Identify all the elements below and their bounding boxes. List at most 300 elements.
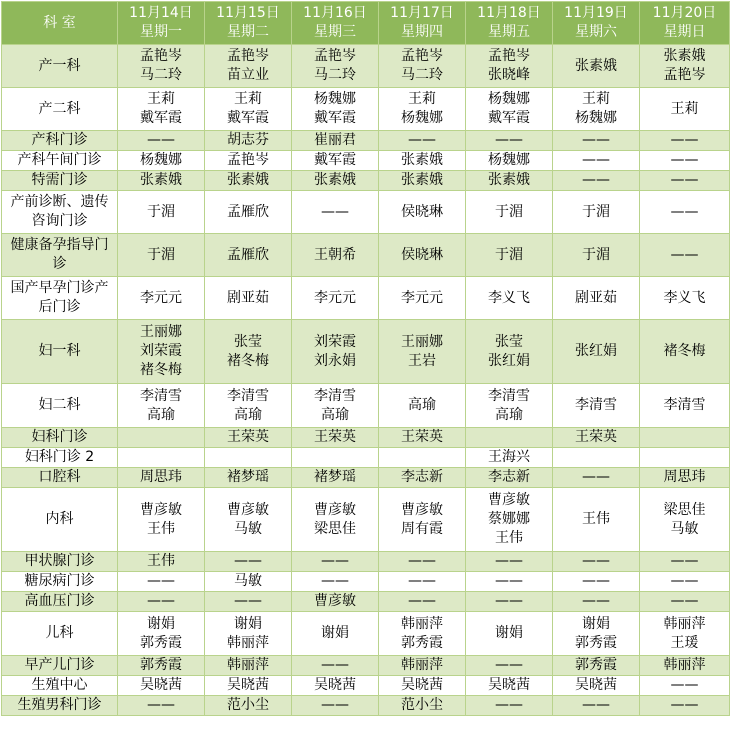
- duty-cell: [118, 45, 205, 88]
- staff-name: 高瑜: [321, 406, 349, 423]
- duty-cell: [553, 88, 640, 131]
- duty-cell: [292, 320, 379, 384]
- duty-cell: [466, 131, 553, 151]
- day-header: 11月17日 星期四: [379, 2, 466, 45]
- duty-cell: [292, 696, 379, 716]
- duty-cell: [466, 552, 553, 572]
- dept-name-cell: 妇科门诊 2: [2, 448, 118, 468]
- duty-cell: [466, 592, 553, 612]
- duty-cell: [205, 696, 292, 716]
- staff-name: 王丽娜: [401, 333, 443, 350]
- staff-name: ——: [147, 573, 175, 589]
- table-row: [2, 45, 730, 88]
- duty-cell: [205, 552, 292, 572]
- staff-name: 李志新: [401, 469, 443, 485]
- staff-name: 张素娥: [140, 172, 182, 188]
- duty-cell: [118, 656, 205, 676]
- duty-cell: [640, 131, 730, 151]
- staff-name: 李元元: [140, 289, 182, 306]
- table-row: [2, 612, 730, 656]
- duty-cell: [466, 45, 553, 88]
- duty-cell: [553, 656, 640, 676]
- staff-name: ——: [321, 553, 349, 569]
- duty-cell: [553, 488, 640, 552]
- staff-name: 韩丽萍: [663, 615, 706, 632]
- duty-cell: [640, 656, 730, 676]
- staff-name: 孟艳岑: [314, 48, 356, 64]
- staff-name: ——: [321, 203, 349, 220]
- dept-name-cell: 儿科: [2, 612, 118, 656]
- dept-name-cell: 妇科门诊: [2, 428, 118, 448]
- staff-name: ——: [670, 132, 699, 148]
- staff-name: ——: [495, 697, 523, 713]
- duty-cell: [205, 572, 292, 592]
- staff-name: 谢娟: [495, 625, 523, 641]
- table-row: [2, 448, 730, 468]
- staff-name: ——: [670, 573, 699, 589]
- staff-name: ——: [582, 593, 610, 609]
- duty-schedule-table: [1, 1, 730, 716]
- dept-name-cell: 生殖男科门诊: [2, 696, 118, 716]
- staff-name: 孟艳岑: [401, 48, 443, 64]
- duty-cell: [118, 488, 205, 552]
- staff-name: 褚冬梅: [227, 352, 269, 369]
- duty-cell: [118, 696, 205, 716]
- staff-name: 曹彦敏: [314, 593, 356, 609]
- duty-cell: [466, 676, 553, 696]
- staff-name: 高瑜: [147, 406, 175, 423]
- duty-cell: [553, 572, 640, 592]
- staff-name: 韩丽萍: [227, 657, 269, 673]
- duty-cell: [118, 468, 205, 488]
- staff-name: 王海兴: [488, 449, 530, 465]
- staff-name: 张莹: [495, 333, 523, 350]
- day-header: 11月16日 星期三: [292, 2, 379, 45]
- duty-cell: [292, 88, 379, 131]
- staff-name: 李清雪: [488, 387, 530, 404]
- staff-name: 王莉: [408, 91, 436, 107]
- staff-name: 张素娥: [227, 172, 269, 188]
- duty-cell: [205, 612, 292, 656]
- duty-cell: [640, 191, 730, 234]
- staff-name: 高瑜: [408, 397, 436, 413]
- staff-name: 于湄: [582, 203, 610, 220]
- duty-cell: [379, 428, 466, 448]
- day-header: 11月19日 星期六: [553, 2, 640, 45]
- duty-cell: [466, 151, 553, 171]
- staff-name: 韩丽萍: [227, 634, 269, 651]
- staff-name: 曹彦敏: [401, 501, 443, 518]
- staff-name: ——: [234, 593, 262, 609]
- staff-name: 于湄: [147, 246, 175, 263]
- staff-name: ——: [495, 593, 523, 609]
- header-row: [2, 2, 730, 45]
- duty-cell: [379, 552, 466, 572]
- duty-cell: [292, 488, 379, 552]
- duty-cell: [553, 612, 640, 656]
- duty-cell: [118, 448, 205, 468]
- duty-cell: [379, 277, 466, 320]
- staff-name: 胡志芬: [227, 132, 269, 148]
- staff-name: 郭秀霞: [401, 634, 443, 651]
- duty-cell: [466, 171, 553, 191]
- staff-name: 王岩: [408, 352, 436, 369]
- staff-name: ——: [321, 697, 349, 713]
- staff-name: 曹彦敏: [140, 501, 182, 518]
- duty-cell: [205, 234, 292, 277]
- staff-name: 于湄: [582, 246, 610, 263]
- duty-cell: [292, 676, 379, 696]
- duty-cell: [466, 384, 553, 428]
- dept-name-cell: 高血压门诊: [2, 592, 118, 612]
- staff-name: ——: [670, 246, 699, 263]
- staff-name: ——: [495, 657, 523, 673]
- duty-cell: [553, 45, 640, 88]
- duty-cell: [553, 448, 640, 468]
- duty-cell: [205, 468, 292, 488]
- staff-name: 李清雪: [227, 387, 269, 404]
- table-row: [2, 277, 730, 320]
- staff-name: ——: [234, 553, 262, 569]
- staff-name: 蔡娜娜: [488, 511, 530, 527]
- staff-name: ——: [408, 553, 436, 569]
- duty-cell: [292, 428, 379, 448]
- staff-name: ——: [582, 132, 610, 148]
- staff-name: 周有霞: [401, 520, 443, 537]
- dept-name-cell: 口腔科: [2, 468, 118, 488]
- staff-name: 剧亚茹: [575, 289, 617, 306]
- table-row: [2, 676, 730, 696]
- duty-cell: [379, 384, 466, 428]
- duty-cell: [379, 88, 466, 131]
- duty-cell: [118, 131, 205, 151]
- duty-cell: [640, 676, 730, 696]
- duty-cell: [118, 592, 205, 612]
- duty-cell: [553, 384, 640, 428]
- duty-cell: [205, 191, 292, 234]
- staff-name: 于湄: [495, 246, 523, 263]
- staff-name: ——: [582, 697, 610, 713]
- duty-cell: [118, 320, 205, 384]
- duty-cell: [118, 171, 205, 191]
- dept-name-cell: 糖尿病门诊: [2, 572, 118, 592]
- duty-cell: [379, 468, 466, 488]
- staff-name: 谢娟: [582, 615, 610, 632]
- staff-name: 韩丽萍: [401, 657, 443, 673]
- staff-name: 戴军霞: [140, 110, 182, 126]
- duty-cell: [379, 45, 466, 88]
- staff-name: 李义飞: [663, 289, 706, 306]
- duty-cell: [118, 277, 205, 320]
- duty-cell: [466, 428, 553, 448]
- staff-name: 梁思佳: [663, 501, 706, 518]
- staff-name: ——: [582, 152, 610, 168]
- dept-name-cell: 妇二科: [2, 384, 118, 428]
- staff-name: ——: [670, 553, 699, 569]
- duty-cell: [118, 384, 205, 428]
- duty-cell: [640, 45, 730, 88]
- staff-name: 王荣英: [401, 429, 443, 445]
- staff-name: 韩丽萍: [663, 657, 706, 673]
- staff-name: 马二玲: [401, 67, 443, 83]
- duty-cell: [292, 277, 379, 320]
- duty-cell: [640, 488, 730, 552]
- duty-cell: [640, 234, 730, 277]
- staff-name: 李清雪: [314, 387, 356, 404]
- duty-cell: [466, 191, 553, 234]
- duty-cell: [205, 45, 292, 88]
- duty-cell: [640, 592, 730, 612]
- duty-cell: [205, 656, 292, 676]
- staff-name: 张素娥: [401, 172, 443, 188]
- duty-cell: [466, 612, 553, 656]
- staff-name: ——: [670, 152, 699, 168]
- staff-name: 王莉: [670, 100, 699, 117]
- duty-cell: [379, 676, 466, 696]
- duty-cell: [292, 384, 379, 428]
- staff-name: 杨魏娜: [140, 152, 182, 168]
- duty-cell: [640, 384, 730, 428]
- table-row: [2, 468, 730, 488]
- staff-name: 李清雪: [575, 397, 617, 413]
- staff-name: 张素娥: [401, 152, 443, 168]
- staff-name: ——: [670, 593, 699, 609]
- duty-cell: [640, 552, 730, 572]
- staff-name: 杨魏娜: [575, 110, 617, 126]
- staff-name: 范小尘: [227, 697, 269, 713]
- staff-name: 谢娟: [234, 615, 262, 632]
- staff-name: 孟艳岑: [227, 152, 269, 168]
- duty-cell: [379, 592, 466, 612]
- duty-cell: [466, 234, 553, 277]
- duty-cell: [292, 656, 379, 676]
- staff-name: ——: [495, 573, 523, 589]
- dept-name-cell: 甲状腺门诊: [2, 552, 118, 572]
- duty-cell: [292, 191, 379, 234]
- duty-cell: [292, 552, 379, 572]
- duty-cell: [205, 428, 292, 448]
- staff-name: 吴晓茜: [227, 677, 269, 693]
- table-row: [2, 234, 730, 277]
- staff-name: 周思玮: [663, 469, 706, 485]
- staff-name: 杨魏娜: [488, 152, 530, 168]
- duty-cell: [640, 468, 730, 488]
- table-row: [2, 552, 730, 572]
- table-row: [2, 88, 730, 131]
- staff-name: 高瑜: [495, 406, 523, 423]
- staff-name: 孟艳岑: [227, 48, 269, 64]
- duty-cell: [292, 572, 379, 592]
- duty-cell: [553, 234, 640, 277]
- staff-name: 曹彦敏: [227, 501, 269, 518]
- staff-name: 戴军霞: [314, 152, 356, 168]
- duty-cell: [292, 612, 379, 656]
- staff-name: ——: [321, 573, 349, 589]
- duty-cell: [205, 448, 292, 468]
- staff-name: 郭秀霞: [140, 657, 182, 673]
- staff-name: 周思玮: [140, 469, 182, 485]
- duty-cell: [640, 277, 730, 320]
- duty-cell: [466, 277, 553, 320]
- staff-name: 孟雁欣: [227, 203, 269, 220]
- dept-name-cell: 产一科: [2, 45, 118, 88]
- staff-name: 吴晓茜: [575, 677, 617, 693]
- duty-cell: [379, 171, 466, 191]
- staff-name: 戴军霞: [227, 110, 269, 126]
- staff-name: 褚冬梅: [140, 362, 182, 378]
- day-header: 11月20日 星期日: [640, 2, 730, 45]
- staff-name: 王伟: [495, 530, 523, 546]
- staff-name: ——: [408, 593, 436, 609]
- duty-cell: [553, 696, 640, 716]
- duty-cell: [466, 468, 553, 488]
- duty-cell: [292, 448, 379, 468]
- dept-name-cell: 产前诊断、遗传咨询门诊: [2, 191, 118, 234]
- staff-name: ——: [670, 172, 699, 188]
- duty-cell: [118, 234, 205, 277]
- staff-name: ——: [495, 553, 523, 569]
- staff-name: ——: [495, 132, 523, 148]
- duty-cell: [466, 656, 553, 676]
- dept-name-cell: 国产早孕门诊产后门诊: [2, 277, 118, 320]
- duty-cell: [292, 45, 379, 88]
- staff-name: 马敏: [234, 520, 262, 537]
- staff-name: ——: [321, 657, 349, 673]
- duty-cell: [205, 131, 292, 151]
- table-row: [2, 656, 730, 676]
- staff-name: 褚梦瑶: [227, 469, 269, 485]
- duty-cell: [553, 468, 640, 488]
- staff-name: 王瑗: [670, 634, 699, 651]
- day-header: 11月18日 星期五: [466, 2, 553, 45]
- duty-cell: [640, 448, 730, 468]
- dept-column-header: 科 室: [2, 2, 118, 45]
- staff-name: ——: [408, 132, 436, 148]
- duty-cell: [553, 151, 640, 171]
- staff-name: 张莹: [234, 333, 262, 350]
- table-row: [2, 428, 730, 448]
- duty-cell: [292, 171, 379, 191]
- staff-name: 李清雪: [663, 397, 706, 413]
- staff-name: 杨魏娜: [314, 91, 356, 107]
- dept-name-cell: 产科午间门诊: [2, 151, 118, 171]
- duty-cell: [640, 428, 730, 448]
- duty-cell: [118, 191, 205, 234]
- staff-name: 孟艳岑: [663, 67, 706, 83]
- staff-name: ——: [582, 172, 610, 188]
- table-row: [2, 592, 730, 612]
- duty-cell: [379, 696, 466, 716]
- duty-cell: [118, 572, 205, 592]
- staff-name: 杨魏娜: [401, 110, 443, 126]
- duty-cell: [466, 696, 553, 716]
- duty-cell: [379, 488, 466, 552]
- duty-cell: [205, 320, 292, 384]
- staff-name: 杨魏娜: [488, 91, 530, 107]
- staff-name: 王丽娜: [140, 324, 182, 340]
- duty-cell: [553, 592, 640, 612]
- dept-name-cell: 产科门诊: [2, 131, 118, 151]
- staff-name: 褚冬梅: [663, 343, 706, 359]
- table-row: [2, 191, 730, 234]
- duty-cell: [553, 191, 640, 234]
- duty-cell: [205, 592, 292, 612]
- staff-name: ——: [147, 697, 175, 713]
- duty-cell: [640, 696, 730, 716]
- table-row: [2, 131, 730, 151]
- staff-name: 于湄: [147, 203, 175, 220]
- duty-cell: [118, 676, 205, 696]
- staff-name: ——: [582, 469, 610, 485]
- staff-name: 谢娟: [321, 625, 349, 641]
- staff-name: ——: [147, 593, 175, 609]
- staff-name: 郭秀霞: [575, 634, 617, 651]
- staff-name: 梁思佳: [314, 520, 356, 537]
- duty-cell: [466, 488, 553, 552]
- staff-name: ——: [670, 697, 699, 713]
- staff-name: 李元元: [401, 289, 443, 306]
- dept-name-cell: 健康备孕指导门诊: [2, 234, 118, 277]
- table-row: [2, 488, 730, 552]
- staff-name: 王莉: [582, 91, 610, 107]
- dept-name-cell: 内科: [2, 488, 118, 552]
- staff-name: 高瑜: [234, 406, 262, 423]
- staff-name: ——: [670, 677, 699, 693]
- staff-name: 马敏: [670, 520, 699, 537]
- day-header: 11月14日 星期一: [118, 2, 205, 45]
- staff-name: 张红娟: [575, 343, 617, 359]
- staff-name: 马二玲: [314, 67, 356, 83]
- duty-cell: [553, 171, 640, 191]
- staff-name: 吴晓茜: [314, 677, 356, 693]
- duty-cell: [640, 572, 730, 592]
- staff-name: 褚梦瑶: [314, 469, 356, 485]
- staff-name: 李义飞: [488, 289, 530, 306]
- staff-name: 马敏: [234, 573, 262, 589]
- schedule-body: [2, 45, 730, 716]
- duty-cell: [292, 131, 379, 151]
- duty-cell: [379, 151, 466, 171]
- duty-cell: [379, 191, 466, 234]
- staff-name: 张素娥: [488, 172, 530, 188]
- staff-name: 王伟: [147, 520, 175, 537]
- dept-name-cell: 妇一科: [2, 320, 118, 384]
- staff-name: 孟雁欣: [227, 246, 269, 263]
- duty-cell: [292, 592, 379, 612]
- duty-cell: [553, 552, 640, 572]
- staff-name: 张晓峰: [488, 67, 530, 83]
- staff-name: 王伟: [582, 511, 610, 527]
- staff-name: ——: [582, 573, 610, 589]
- staff-name: 戴军霞: [314, 110, 356, 126]
- staff-name: 李清雪: [140, 387, 182, 404]
- dept-name-cell: 特需门诊: [2, 171, 118, 191]
- table-row: [2, 384, 730, 428]
- duty-cell: [379, 612, 466, 656]
- duty-cell: [205, 384, 292, 428]
- staff-name: 王荣英: [575, 429, 617, 445]
- table-row: [2, 320, 730, 384]
- duty-cell: [379, 234, 466, 277]
- duty-cell: [379, 131, 466, 151]
- duty-cell: [553, 320, 640, 384]
- staff-name: 刘荣霞: [140, 343, 182, 359]
- duty-cell: [379, 572, 466, 592]
- duty-cell: [466, 88, 553, 131]
- duty-cell: [205, 676, 292, 696]
- staff-name: 王荣英: [227, 429, 269, 445]
- day-header: 11月15日 星期二: [205, 2, 292, 45]
